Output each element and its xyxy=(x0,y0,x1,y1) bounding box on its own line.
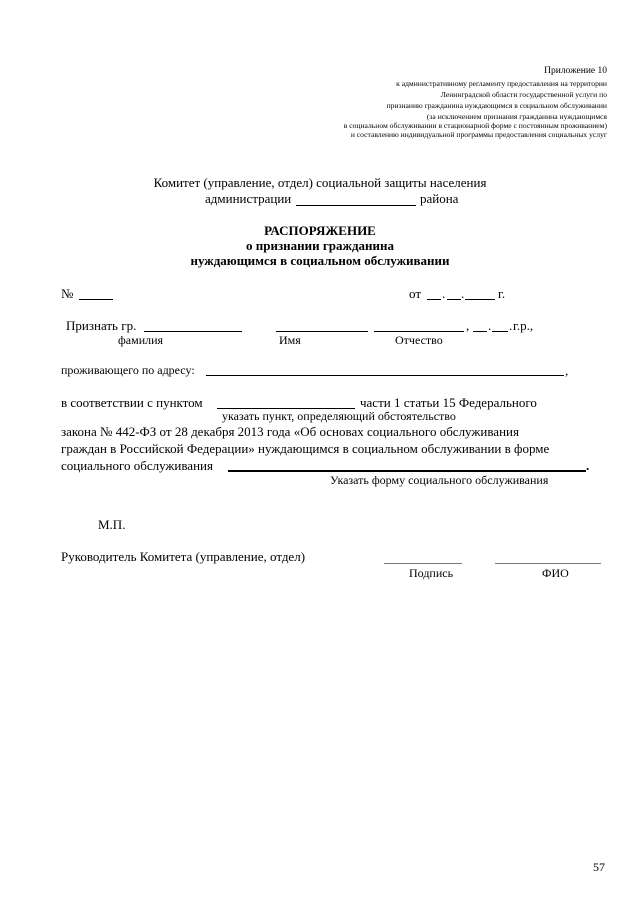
address-comma: , xyxy=(565,363,569,378)
dob-sep-2: . xyxy=(509,318,513,333)
dob-day-blank xyxy=(473,331,487,332)
stamp-label: М.П. xyxy=(98,517,126,532)
caption-name: Имя xyxy=(279,333,301,347)
basis-line-2: закона № 442-ФЗ от 28 декабря 2013 года «Об основах социального обслуживания xyxy=(61,424,519,439)
date-day-blank xyxy=(427,299,441,300)
appendix-line-1: к административному регламенту предоставления на территории xyxy=(396,79,607,88)
dob-month-blank xyxy=(492,331,508,332)
committee-line-1: Комитет (управление, отдел) социальной защиты населения xyxy=(153,175,487,190)
caption-fio: ФИО xyxy=(542,566,569,580)
dob-suffix: г.р., xyxy=(513,318,534,333)
page-number: 57 xyxy=(593,860,605,874)
number-label: № xyxy=(61,286,74,301)
appendix-line-6: и составлению индивидуальной программы предоставления социальных услуг xyxy=(350,130,607,139)
name-blank xyxy=(276,331,368,332)
caption-form: Указать форму социального обслуживания xyxy=(330,473,549,487)
basis-line-4-prefix: социального обслуживания xyxy=(61,458,213,473)
appendix-line-4: (за исключением признания гражданина нуждающимся xyxy=(426,112,607,121)
form-blank xyxy=(228,470,586,472)
dob-sep-1: . xyxy=(488,318,492,333)
date-year-blank xyxy=(465,299,495,300)
caption-surname: фамилия xyxy=(118,333,164,347)
basis-line-1-suffix: части 1 статьи 15 Федерального xyxy=(360,395,537,410)
appendix-line-3: признанию гражданина нуждающимся в социальном обслуживании xyxy=(386,101,607,110)
head-label: Руководитель Комитета (управление, отдел) xyxy=(61,549,306,564)
signature-blank xyxy=(384,563,462,564)
date-suffix: г. xyxy=(498,286,506,301)
caption-patronymic: Отчество xyxy=(395,333,443,347)
appendix-line-2: Ленинградской области государственной услуги по xyxy=(440,90,607,99)
appendix-line-5: в социальном обслуживании в стационарной форме с постоянным проживанием) xyxy=(343,121,607,130)
appendix-title: Приложение 10 xyxy=(544,66,607,76)
basis-period: . xyxy=(586,458,590,473)
date-sep-2: . xyxy=(461,286,465,301)
fio-blank xyxy=(495,563,601,564)
basis-line-3: граждан в Российской Федерации» нуждающимся в социальном обслуживании в форме xyxy=(61,441,550,456)
caption-point: указать пункт, определяющий обстоятельство xyxy=(222,409,456,423)
district-blank xyxy=(296,205,416,206)
date-month-blank xyxy=(447,299,461,300)
date-sep-1: . xyxy=(442,286,446,301)
committee-administration-label: администрации xyxy=(205,191,292,206)
order-subtitle-2: нуждающимся в социальном обслуживании xyxy=(190,253,450,268)
recognize-comma: , xyxy=(466,318,470,333)
basis-line-1-prefix: в соответствии с пунктом xyxy=(61,395,203,410)
date-prefix: от xyxy=(409,286,422,301)
number-blank xyxy=(79,299,113,300)
order-title: РАСПОРЯЖЕНИЕ xyxy=(264,223,376,238)
address-blank xyxy=(206,375,564,376)
surname-blank xyxy=(144,331,242,332)
committee-district-label: района xyxy=(420,191,459,206)
caption-signature: Подпись xyxy=(409,566,454,580)
recognize-label: Признать гр. xyxy=(66,318,137,333)
patronymic-blank xyxy=(374,331,464,332)
address-label: проживающего по адресу: xyxy=(61,363,195,377)
order-subtitle-1: о признании гражданина xyxy=(245,238,394,253)
